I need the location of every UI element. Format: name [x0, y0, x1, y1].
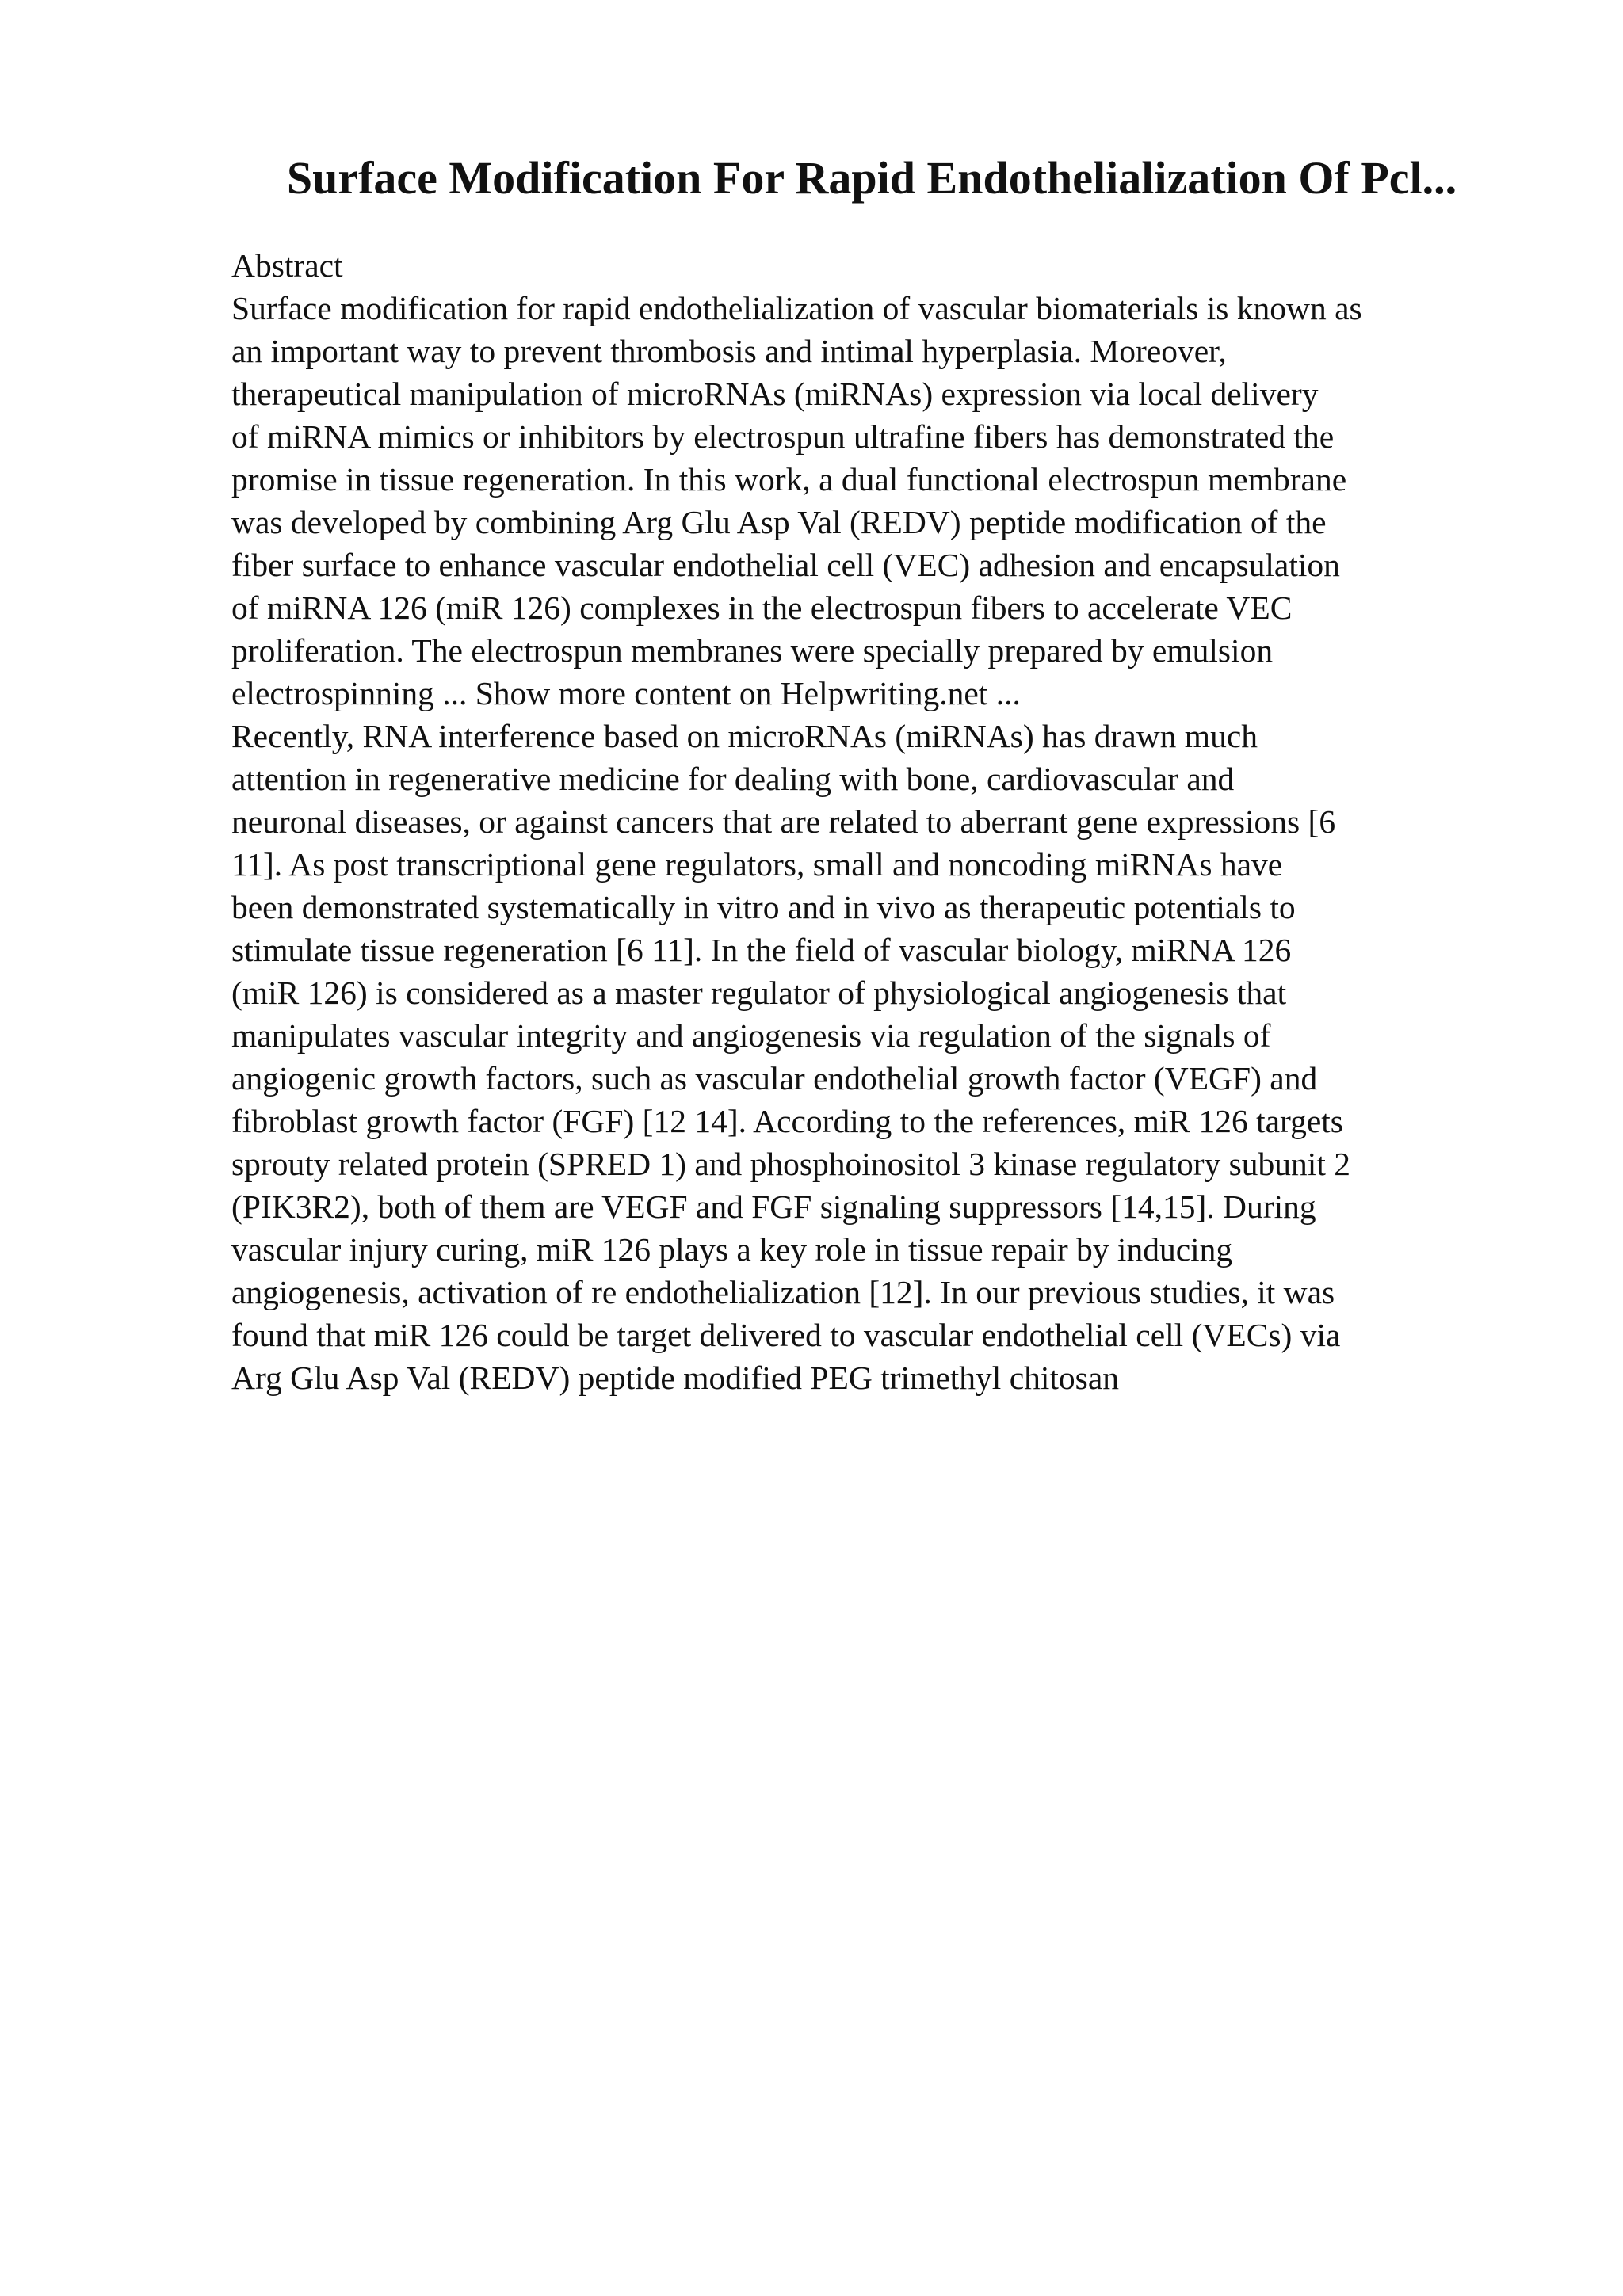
text-line: angiogenesis, activation of re endothelialization [12]. In our previous studies, it was	[231, 1274, 1335, 1310]
document-body	[231, 244, 1531, 1399]
text-line: Recently, RNA interference based on microRNAs (miRNAs) has drawn much	[231, 718, 1258, 754]
text-line: fibroblast growth factor (FGF) [12 14]. According to the references, miR 126 targets	[231, 1103, 1343, 1139]
body-paragraph	[231, 715, 1531, 1399]
text-line: of miRNA mimics or inhibitors by electrospun ultrafine fibers has demonstrated the	[231, 418, 1335, 455]
text-line: (miR 126) is considered as a master regulator of physiological angiogenesis that	[231, 974, 1287, 1011]
text-line: (PIK3R2), both of them are VEGF and FGF signaling suppressors [14,15]. During	[231, 1188, 1316, 1225]
text-line: of miRNA 126 (miR 126) complexes in the electrospun fibers to accelerate VEC	[231, 589, 1293, 626]
text-line: 11]. As post transcriptional gene regulators, small and noncoding miRNAs have	[231, 846, 1283, 883]
text-line: attention in regenerative medicine for dealing with bone, cardiovascular and	[231, 761, 1235, 797]
text-line: was developed by combining Arg Glu Asp Val (REDV) peptide modification of the	[231, 504, 1327, 540]
text-line: been demonstrated systematically in vitro and in vivo as therapeutic potentials to	[231, 889, 1296, 925]
text-line: promise in tissue regeneration. In this work, a dual functional electrospun membrane	[231, 461, 1347, 498]
text-line: electrospinning ... Show more content on Helpwriting.net ...	[231, 675, 1021, 711]
abstract-paragraph	[231, 287, 1531, 715]
text-line: fiber surface to enhance vascular endothelial cell (VEC) adhesion and encapsulation	[231, 547, 1340, 583]
text-line: manipulates vascular integrity and angiogenesis via regulation of the signals of	[231, 1017, 1271, 1054]
text-line: Arg Glu Asp Val (REDV) peptide modified PEG trimethyl chitosan	[231, 1360, 1119, 1396]
text-line: Surface modification for rapid endothelialization of vascular biomaterials is known as	[231, 290, 1362, 326]
text-line: therapeutical manipulation of microRNAs (miRNAs) expression via local delivery	[231, 376, 1319, 412]
abstract-heading: Abstract	[231, 247, 343, 284]
text-line: an important way to prevent thrombosis and intimal hyperplasia. Moreover,	[231, 333, 1227, 369]
text-line: neuronal diseases, or against cancers that are related to aberrant gene expressions [6	[231, 803, 1336, 840]
document-title: Surface Modification For Rapid Endothelialization Of Pcl...	[286, 152, 1457, 204]
text-line: angiogenic growth factors, such as vascular endothelial growth factor (VEGF) and	[231, 1060, 1318, 1097]
text-line: proliferation. The electrospun membranes were specially prepared by emulsion	[231, 632, 1274, 669]
text-line: found that miR 126 could be target delivered to vascular endothelial cell (VECs) via	[231, 1317, 1341, 1353]
text-line: vascular injury curing, miR 126 plays a key role in tissue repair by inducing	[231, 1231, 1233, 1268]
text-line: sprouty related protein (SPRED 1) and phosphoinositol 3 kinase regulatory subunit 2	[231, 1146, 1350, 1182]
text-line: stimulate tissue regeneration [6 11]. In the field of vascular biology, miRNA 126	[231, 932, 1292, 968]
